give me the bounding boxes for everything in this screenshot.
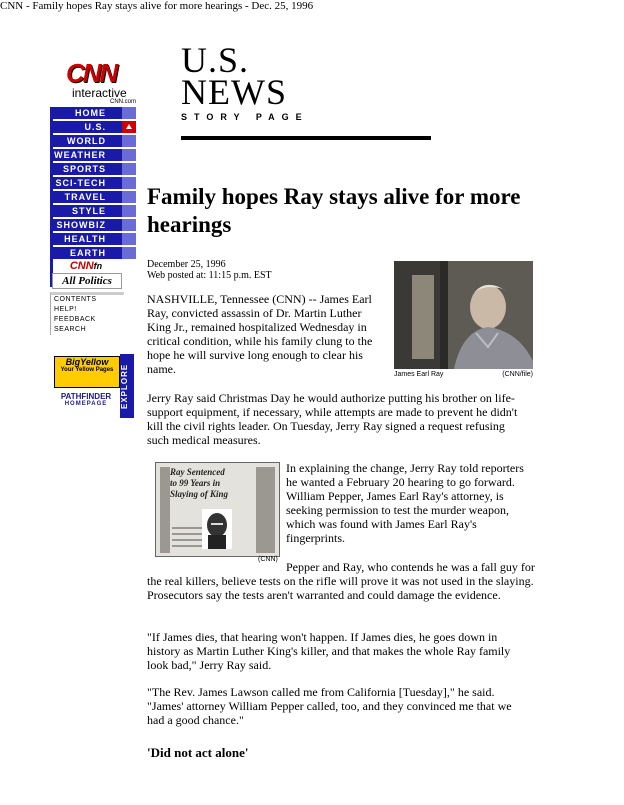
nav-showbiz[interactable]: SHOWBIZ (52, 219, 136, 231)
feedback-link[interactable]: FEEDBACK (54, 316, 96, 323)
paragraph-6: "The Rev. James Lawson called me from California [Tuesday]," he said. "James' attorney William Pepper called, too, and they convinced me that we had a good chance." (147, 685, 512, 727)
nav-earth[interactable]: EARTH (52, 247, 136, 259)
ray-photo-caption (394, 371, 533, 378)
help-link[interactable]: HELP! (54, 306, 77, 313)
paragraph-1: NASHVILLE, Tennessee (CNN) -- James Earl Ray, convicted assassin of Dr. Martin Luther King Jr., remained hospitalized Wednesday in critical condition, while his family clung to the hope he will survive long enough to clear his name. (147, 292, 373, 376)
bigyellow-ad[interactable] (54, 356, 120, 388)
story-date: December 25, 1996 (147, 259, 226, 270)
window-title: CNN - Family hopes Ray stays alive for more hearings - Dec. 25, 1996 (0, 0, 314, 12)
nav-us[interactable]: U.S. (52, 121, 136, 133)
nav-weather[interactable]: WEATHER (52, 149, 136, 161)
section-header (181, 40, 309, 122)
logo-domain: CNN.com (110, 99, 137, 105)
allpolitics-link[interactable]: All Politics (52, 273, 122, 289)
ray-photo-image (394, 261, 533, 369)
headline: Family hopes Ray stays alive for more hearings (147, 184, 521, 237)
clipping-line-2: to 99 Years in (170, 478, 221, 488)
cnnfn-link[interactable] (52, 260, 120, 272)
dateline (147, 259, 272, 281)
clipping-line-1: Ray Sentenced (170, 467, 225, 477)
cnnfn-brand: CNN (69, 260, 94, 272)
section-title-news: NEWS (181, 72, 287, 112)
pathfinder-title: PATHFINDER (60, 392, 112, 401)
nav-style[interactable]: STYLE (52, 205, 136, 217)
nav-sci-tech[interactable]: SCI-TECH (52, 177, 136, 189)
cnn-wordmark: CNN (66, 58, 117, 88)
clipping-line-3: Slaying of King (170, 489, 229, 499)
paragraph-2: Jerry Ray said Christmas Day he would authorize putting his brother on life-support equipment, if necessary, while attempts are made to prevent he didn't kill the civil rights leader. On Tuesday, Jerry Ray signed a request refusing such medical measures. (147, 391, 518, 447)
section-title-us: U.S. (181, 40, 250, 80)
bigyellow-sub: Your Yellow Pages (60, 367, 114, 373)
nav-sports[interactable]: SPORTS (52, 163, 136, 175)
clipping-caption: (CNN) (258, 556, 278, 563)
contents-link[interactable]: CONTENTS (54, 296, 97, 303)
posted-time: Web posted at: 11:15 p.m. EST (147, 270, 272, 281)
explore-tab[interactable]: EXPLORE (120, 354, 134, 418)
ray-photo (394, 261, 533, 369)
nav-travel[interactable]: TRAVEL (52, 191, 136, 203)
search-link[interactable]: SEARCH (54, 326, 87, 333)
pathfinder-ad[interactable] (54, 392, 118, 407)
subheading: 'Did not act alone' (147, 745, 249, 760)
clipping-headline (170, 467, 256, 500)
ray-photo-caption-name: James Earl Ray (394, 371, 444, 378)
newspaper-clipping-photo (155, 462, 280, 557)
ray-photo-caption-credit: (CNN/file) (502, 371, 533, 378)
utility-links (50, 292, 124, 335)
cnn-logo[interactable] (62, 44, 144, 106)
bigyellow-title: BigYellow (65, 357, 109, 367)
cnnfn-suffix: fn (93, 261, 103, 271)
paragraph-5: "If James dies, that hearing won't happen. If James dies, he goes down in history as Martin Luther King's killer, and that makes the whole Ray family look bad," Jerry Ray said. (147, 630, 511, 672)
nav-home[interactable]: HOME (52, 107, 136, 119)
section-nav (50, 107, 136, 261)
paragraph-3: In explaining the change, Jerry Ray told reporters he wanted a February 20 hearing to go forward. William Pepper, James Earl Ray's attorney, is seeking permission to test the murder weapon, which was found with James Earl Ray's fingerprints. (286, 461, 524, 545)
pathfinder-sub: HOMEPAGE (64, 401, 108, 407)
nav-world[interactable]: WORLD (52, 135, 136, 147)
paragraph-4: Pepper and Ray, who contends he was a fall guy for the real killers, believe tests on the rifle will prove it was not used in the slaying. Prosecutors say the tests aren't warranted and could damage the evidence. (147, 560, 535, 602)
header-rule (181, 136, 431, 140)
logo-interactive: interactive (72, 86, 127, 100)
nav-health[interactable]: HEALTH (52, 233, 136, 245)
explore-ads (52, 354, 134, 418)
section-subtitle: STORY PAGE (181, 112, 309, 122)
